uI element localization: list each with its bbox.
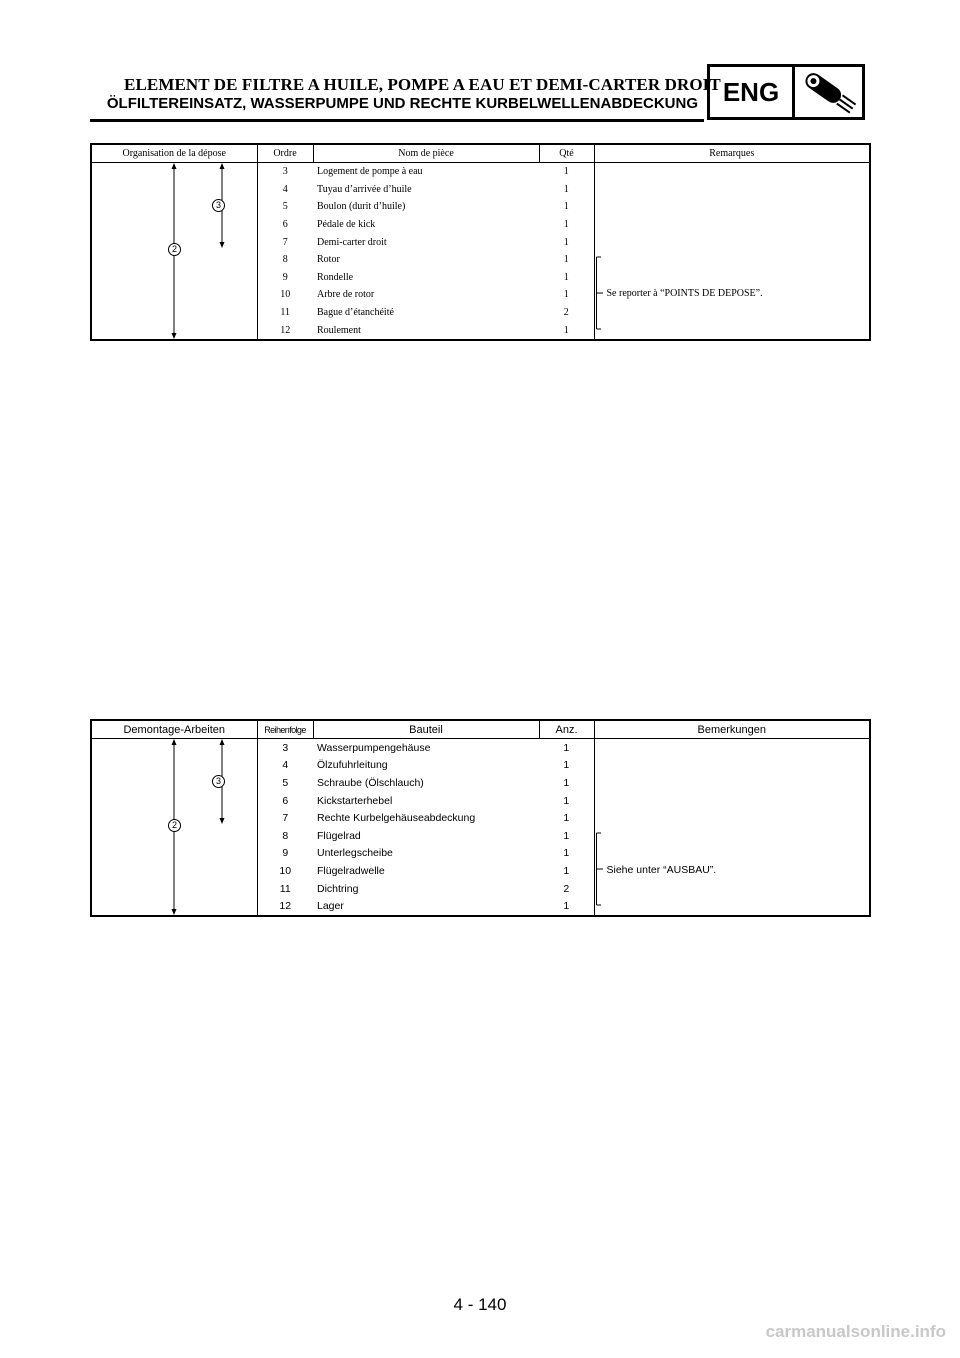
sequence-diagram bbox=[91, 163, 257, 340]
row-qty: 1 bbox=[539, 321, 594, 340]
col-order: Ordre bbox=[257, 144, 313, 163]
col-qty: Anz. bbox=[539, 720, 594, 739]
row-qty: 1 bbox=[539, 862, 594, 880]
row-order: 11 bbox=[279, 882, 291, 895]
row-qty: 1 bbox=[539, 845, 594, 863]
row-qty: 1 bbox=[539, 774, 594, 792]
row-order: 8 bbox=[282, 254, 288, 266]
row-order: 10 bbox=[279, 864, 292, 877]
watermark: carmanualsonline.info bbox=[765, 1322, 946, 1341]
section-label: ENG bbox=[710, 67, 795, 117]
row-order: 7 bbox=[282, 812, 289, 825]
remark-text: Siehe unter “AUSBAU”. bbox=[606, 864, 717, 876]
row-qty: 1 bbox=[539, 827, 594, 845]
row-part: Boulon (durit d’huile) bbox=[317, 201, 406, 213]
row-order: 5 bbox=[282, 776, 289, 789]
row-order: 9 bbox=[282, 271, 288, 283]
row-qty: 1 bbox=[539, 233, 594, 251]
row-part: Rotor bbox=[317, 254, 340, 266]
row-part: Arbre de rotor bbox=[317, 289, 375, 301]
row-order: 4 bbox=[282, 759, 289, 772]
row-qty: 1 bbox=[539, 251, 594, 269]
row-qty: 1 bbox=[539, 181, 594, 199]
row-order: 9 bbox=[282, 847, 289, 860]
page-title-fr: ELEMENT DE FILTRE A HUILE, POMPE A EAU ET DEMI-CARTER DROIT bbox=[124, 75, 721, 94]
row-part: Dichtring bbox=[317, 882, 359, 895]
remark-bracket bbox=[595, 163, 615, 341]
row-qty: 1 bbox=[539, 163, 594, 181]
row-order: 5 bbox=[282, 201, 288, 213]
remark-bracket bbox=[595, 739, 615, 917]
header-rule bbox=[90, 119, 704, 122]
row-qty: 1 bbox=[539, 269, 594, 287]
col-part-name: Bauteil bbox=[313, 720, 539, 739]
table-header-row bbox=[91, 720, 870, 739]
parts-table-de bbox=[90, 719, 871, 917]
sequence-diagram bbox=[91, 739, 257, 916]
table-row bbox=[91, 163, 870, 181]
remarks-cell bbox=[594, 163, 870, 340]
row-qty: 1 bbox=[539, 757, 594, 775]
remarks-cell bbox=[594, 739, 870, 916]
row-part: Roulement bbox=[317, 324, 361, 336]
table-header-row bbox=[91, 144, 870, 163]
row-part: Bague d’étanchéité bbox=[317, 307, 394, 319]
row-qty: 1 bbox=[539, 216, 594, 234]
row-order: 10 bbox=[280, 289, 291, 301]
row-qty: 1 bbox=[539, 809, 594, 827]
row-part: Rondelle bbox=[317, 271, 354, 283]
row-qty: 2 bbox=[539, 880, 594, 898]
row-part: Flügelrad bbox=[317, 829, 361, 842]
col-order: Reihenfolge bbox=[257, 720, 313, 739]
section-badge bbox=[707, 64, 865, 120]
remark-text: Se reporter à “POINTS DE DEPOSE”. bbox=[606, 288, 763, 299]
row-order: 6 bbox=[282, 219, 288, 231]
row-order: 7 bbox=[282, 236, 288, 248]
col-remarks: Remarques bbox=[594, 144, 870, 163]
row-order: 12 bbox=[279, 900, 292, 913]
row-part: Tuyau d’arrivée d’huile bbox=[317, 183, 412, 195]
row-part: Unterlegscheibe bbox=[317, 847, 393, 860]
row-qty: 1 bbox=[539, 198, 594, 216]
row-order: 12 bbox=[280, 324, 291, 336]
parts-table-fr bbox=[90, 143, 871, 341]
row-qty: 1 bbox=[539, 739, 594, 757]
col-organisation: Organisation de la dépose bbox=[91, 144, 257, 163]
row-part: Logement de pompe à eau bbox=[317, 166, 423, 178]
row-order: 3 bbox=[282, 166, 288, 178]
col-part-name: Nom de pièce bbox=[313, 144, 539, 163]
row-order: 3 bbox=[282, 741, 289, 754]
row-qty: 1 bbox=[539, 286, 594, 304]
row-qty: 2 bbox=[539, 304, 594, 322]
row-order: 11 bbox=[280, 307, 291, 319]
page-number: 4 - 140 bbox=[453, 1295, 507, 1314]
table-row bbox=[91, 739, 870, 757]
row-part: Wasserpumpengehäuse bbox=[317, 741, 431, 754]
row-part: Lager bbox=[317, 900, 344, 913]
col-remarks: Bemerkungen bbox=[594, 720, 870, 739]
page-title-de: ÖLFILTEREINSATZ, WASSERPUMPE UND RECHTE KURBELWELLENABDECKUNG bbox=[106, 95, 698, 112]
row-order: 4 bbox=[282, 183, 288, 195]
row-part: Demi-carter droit bbox=[317, 236, 387, 248]
row-part: Rechte Kurbelgehäuseabdeckung bbox=[317, 812, 476, 825]
row-part: Schraube (Ölschlauch) bbox=[317, 776, 424, 789]
col-organisation: Demontage-Arbeiten bbox=[91, 720, 257, 739]
row-part: Ölzufuhrleitung bbox=[317, 759, 388, 772]
row-order: 6 bbox=[282, 794, 289, 807]
marker-2: 2 bbox=[168, 819, 181, 832]
row-qty: 1 bbox=[539, 792, 594, 810]
row-part: Flügelradwelle bbox=[317, 864, 385, 877]
marker-2: 2 bbox=[168, 243, 181, 256]
marker-3: 3 bbox=[212, 775, 225, 788]
row-part: Pédale de kick bbox=[317, 219, 376, 231]
engine-icon bbox=[795, 67, 862, 117]
marker-3: 3 bbox=[212, 199, 225, 212]
row-order: 8 bbox=[282, 829, 289, 842]
col-qty: Qté bbox=[539, 144, 594, 163]
row-qty: 1 bbox=[539, 897, 594, 916]
row-part: Kickstarterhebel bbox=[317, 794, 393, 807]
